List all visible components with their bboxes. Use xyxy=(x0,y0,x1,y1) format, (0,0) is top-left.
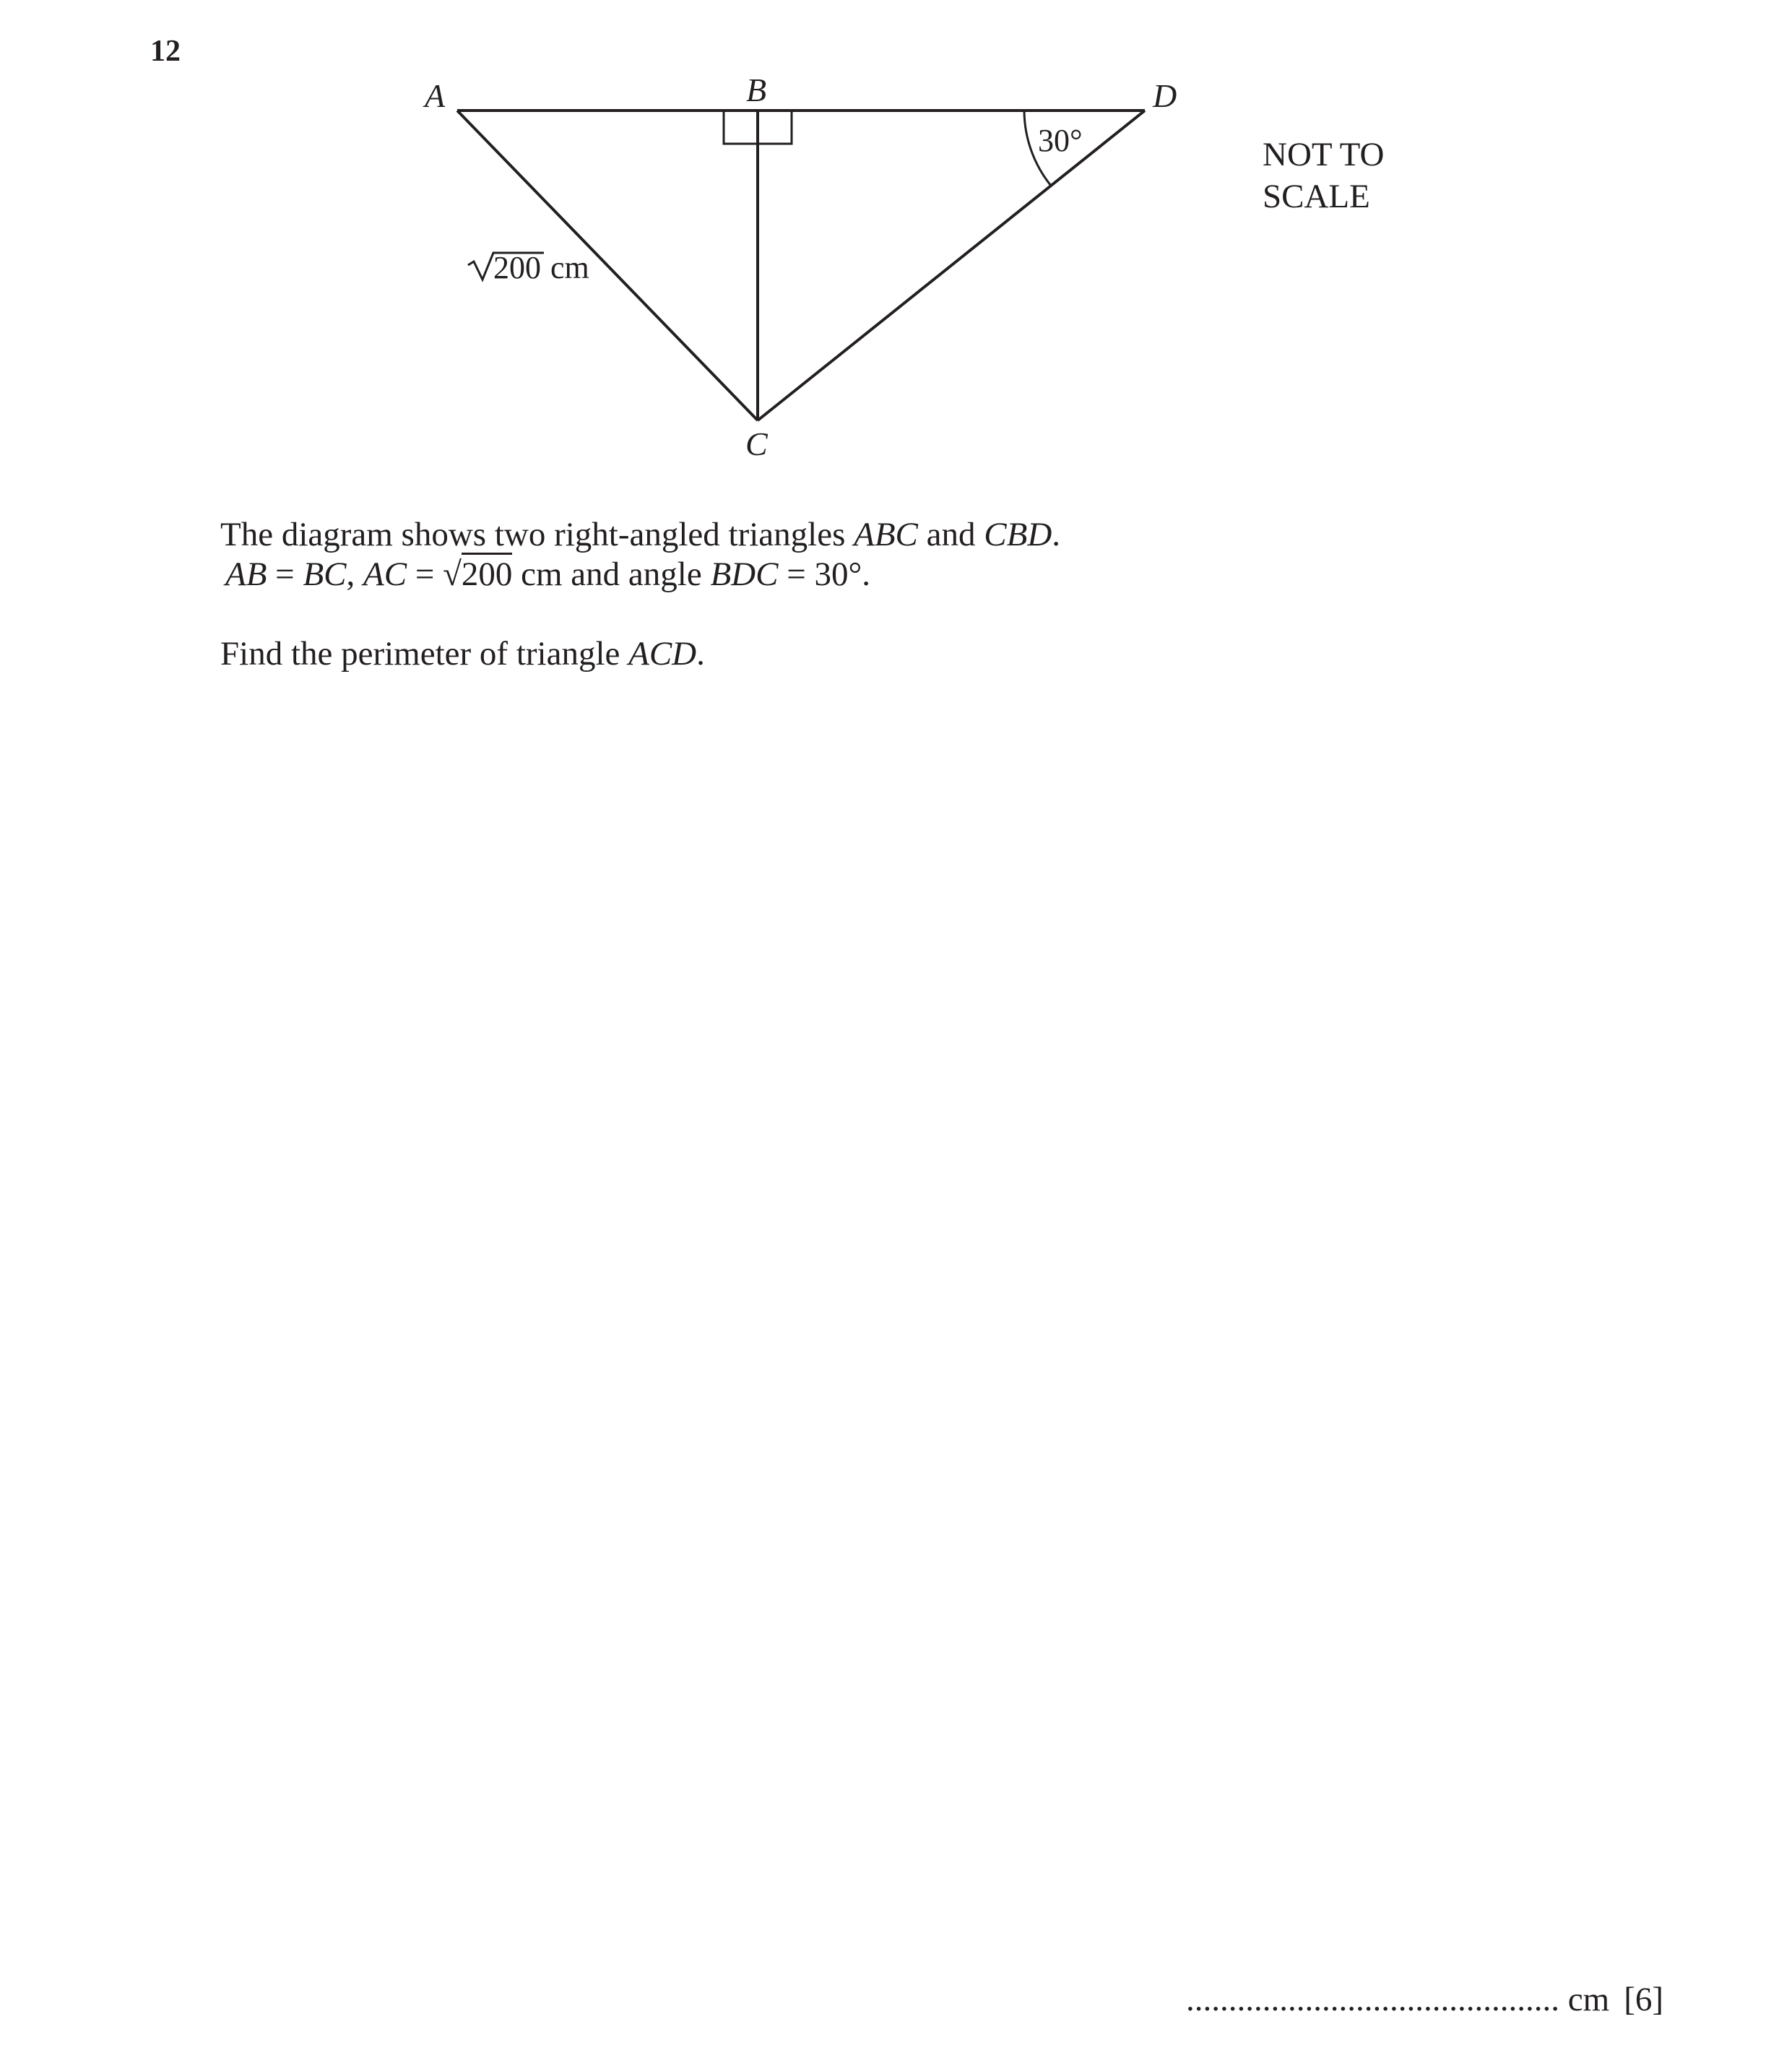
equals-sign: = xyxy=(407,556,443,593)
question-number: 12 xyxy=(150,35,181,68)
triangle-name-abc: ABC xyxy=(854,516,918,553)
side-ac-label xyxy=(468,250,589,285)
text-segment: and xyxy=(917,516,984,553)
not-to-scale-line1: NOT TO xyxy=(1263,136,1385,173)
segment-ac: AC xyxy=(363,556,407,593)
triangle-diagram xyxy=(0,0,1792,506)
comma: , xyxy=(346,556,363,593)
segment-bc: BC xyxy=(303,556,347,593)
angle-label: 30° xyxy=(1038,123,1083,158)
description-line-2 xyxy=(225,558,870,592)
side-ac-radicand: 200 xyxy=(493,250,541,285)
side-ac-unit: cm xyxy=(550,250,589,285)
answer-line xyxy=(1186,1983,1663,2017)
triangle-name-acd: ACD xyxy=(628,635,697,673)
answer-unit: cm xyxy=(1567,1981,1610,2018)
vertex-label-d: D xyxy=(1153,77,1177,114)
unit: cm xyxy=(521,556,563,593)
answer-blank[interactable]: ............................................ xyxy=(1186,1981,1560,2018)
angle-value: = 30°. xyxy=(778,556,870,593)
triangle-name-cbd: CBD xyxy=(984,516,1052,553)
angle-bdc: BDC xyxy=(710,556,779,593)
vertex-label-b: B xyxy=(746,72,767,108)
not-to-scale-note xyxy=(1263,134,1384,217)
equals-sign: = xyxy=(267,556,303,593)
text-segment: and angle xyxy=(562,556,711,593)
text-segment: . xyxy=(696,635,705,673)
text-segment: The diagram shows two right-angled triangles xyxy=(220,516,854,553)
instruction-line xyxy=(220,637,705,671)
segment-ab: AB xyxy=(225,556,267,593)
not-to-scale-line2: SCALE xyxy=(1263,178,1370,215)
radical-sign: √ xyxy=(443,556,462,593)
description-line-1 xyxy=(220,518,1060,552)
text-segment: . xyxy=(1052,516,1061,553)
text-segment: Find the perimeter of triangle xyxy=(220,635,629,673)
vertex-label-c: C xyxy=(745,425,768,462)
line-dc xyxy=(758,111,1145,420)
radicand: 200 xyxy=(462,553,513,593)
marks-label: [6] xyxy=(1624,1981,1663,2018)
sqrt-expression xyxy=(443,558,512,592)
vertex-label-a: A xyxy=(425,77,446,114)
